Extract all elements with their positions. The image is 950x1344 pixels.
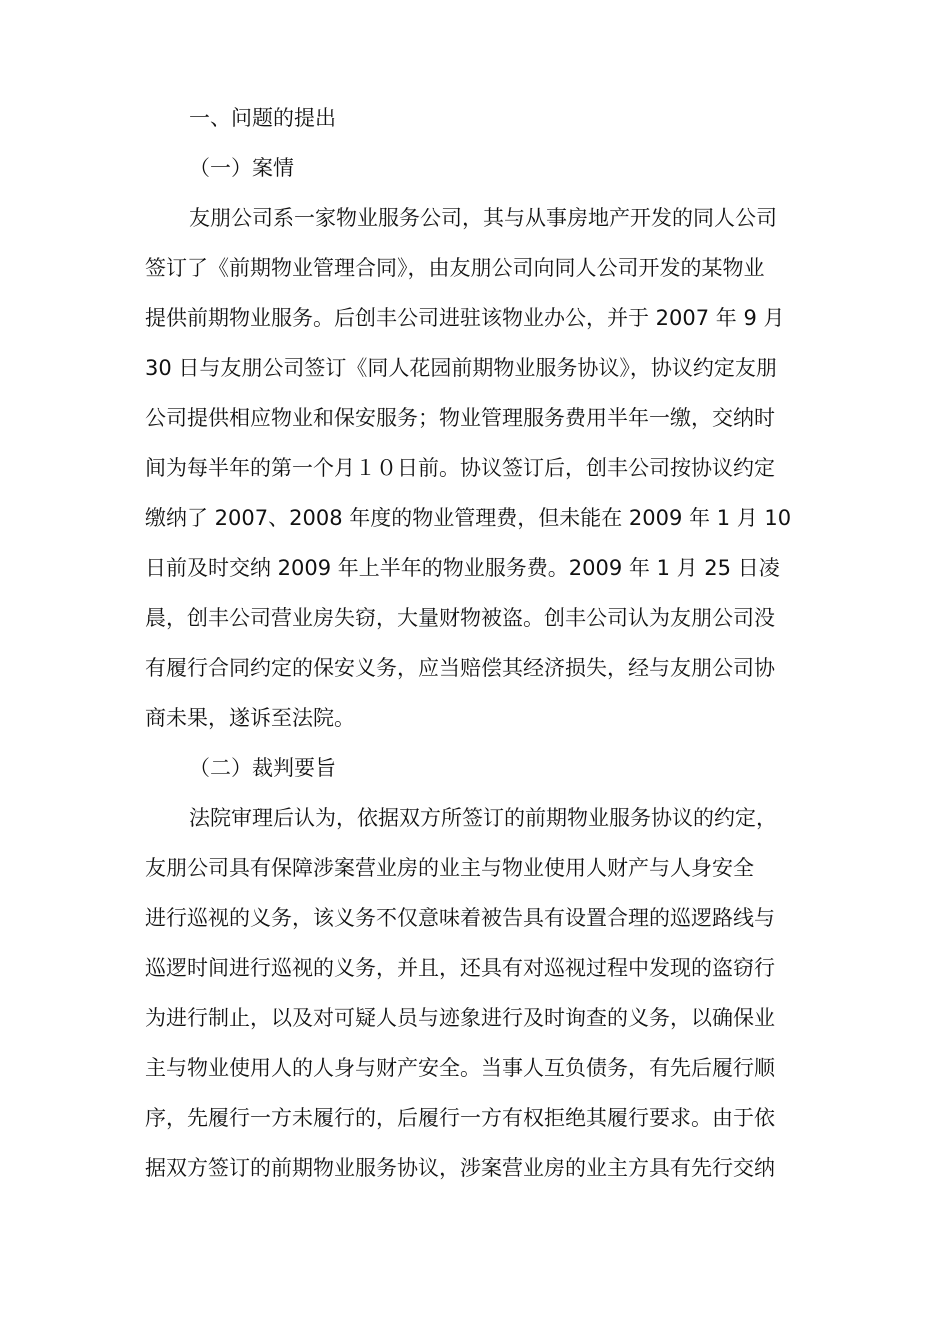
case-paragraph-line: 商未果，遂诉至法院。	[145, 706, 355, 730]
case-paragraph-line: 晨，创丰公司营业房失窃，大量财物被盗。创丰公司认为友朋公司没	[145, 606, 775, 630]
ruling-paragraph-line: 法院审理后认为，依据双方所签订的前期物业服务协议的约定，	[189, 806, 777, 830]
ruling-paragraph-line: 巡逻时间进行巡视的义务，并且，还具有对巡视过程中发现的盗窃行	[145, 956, 775, 980]
case-paragraph-line: 30 日与友朋公司签订《同人花园前期物业服务协议》，协议约定友朋	[145, 356, 777, 380]
ruling-paragraph-line: 为进行制止，以及对可疑人员与迹象进行及时询查的义务，以确保业	[145, 1006, 775, 1030]
case-paragraph-line: 有履行合同约定的保安义务，应当赔偿其经济损失，经与友朋公司协	[145, 656, 775, 680]
case-paragraph-line: 日前及时交纳 2009 年上半年的物业服务费。2009 年 1 月 25 日凌	[145, 556, 780, 580]
section-heading: 一、问题的提出	[189, 106, 336, 130]
ruling-paragraph-line: 进行巡视的义务，该义务不仅意味着被告具有设置合理的巡逻路线与	[145, 906, 775, 930]
ruling-paragraph-line: 友朋公司具有保障涉案营业房的业主与物业使用人财产与人身安全	[145, 856, 754, 880]
ruling-paragraph-line: 序，先履行一方未履行的，后履行一方有权拒绝其履行要求。由于依	[145, 1106, 775, 1130]
case-paragraph-line: 签订了《前期物业管理合同》，由友朋公司向同人公司开发的某物业	[145, 256, 765, 280]
subsection-title-case: （一）案情	[189, 156, 294, 180]
subsection-title-ruling: （二）裁判要旨	[189, 756, 336, 780]
case-paragraph-line: 提供前期物业服务。后创丰公司进驻该物业办公，并于 2007 年 9 月	[145, 306, 785, 330]
case-paragraph-line: 公司提供相应物业和保安服务；物业管理服务费用半年一缴，交纳时	[145, 406, 775, 430]
ruling-paragraph-line: 主与物业使用人的人身与财产安全。当事人互负债务，有先后履行顺	[145, 1056, 775, 1080]
case-paragraph-line: 间为每半年的第一个月１０日前。协议签订后，创丰公司按协议约定	[145, 456, 775, 480]
case-paragraph-line: 友朋公司系一家物业服务公司，其与从事房地产开发的同人公司	[189, 206, 777, 230]
case-paragraph-line: 缴纳了 2007、2008 年度的物业管理费，但未能在 2009 年 1 月 10	[145, 506, 792, 530]
ruling-paragraph-line: 据双方签订的前期物业服务协议，涉案营业房的业主方具有先行交纳	[145, 1156, 775, 1180]
